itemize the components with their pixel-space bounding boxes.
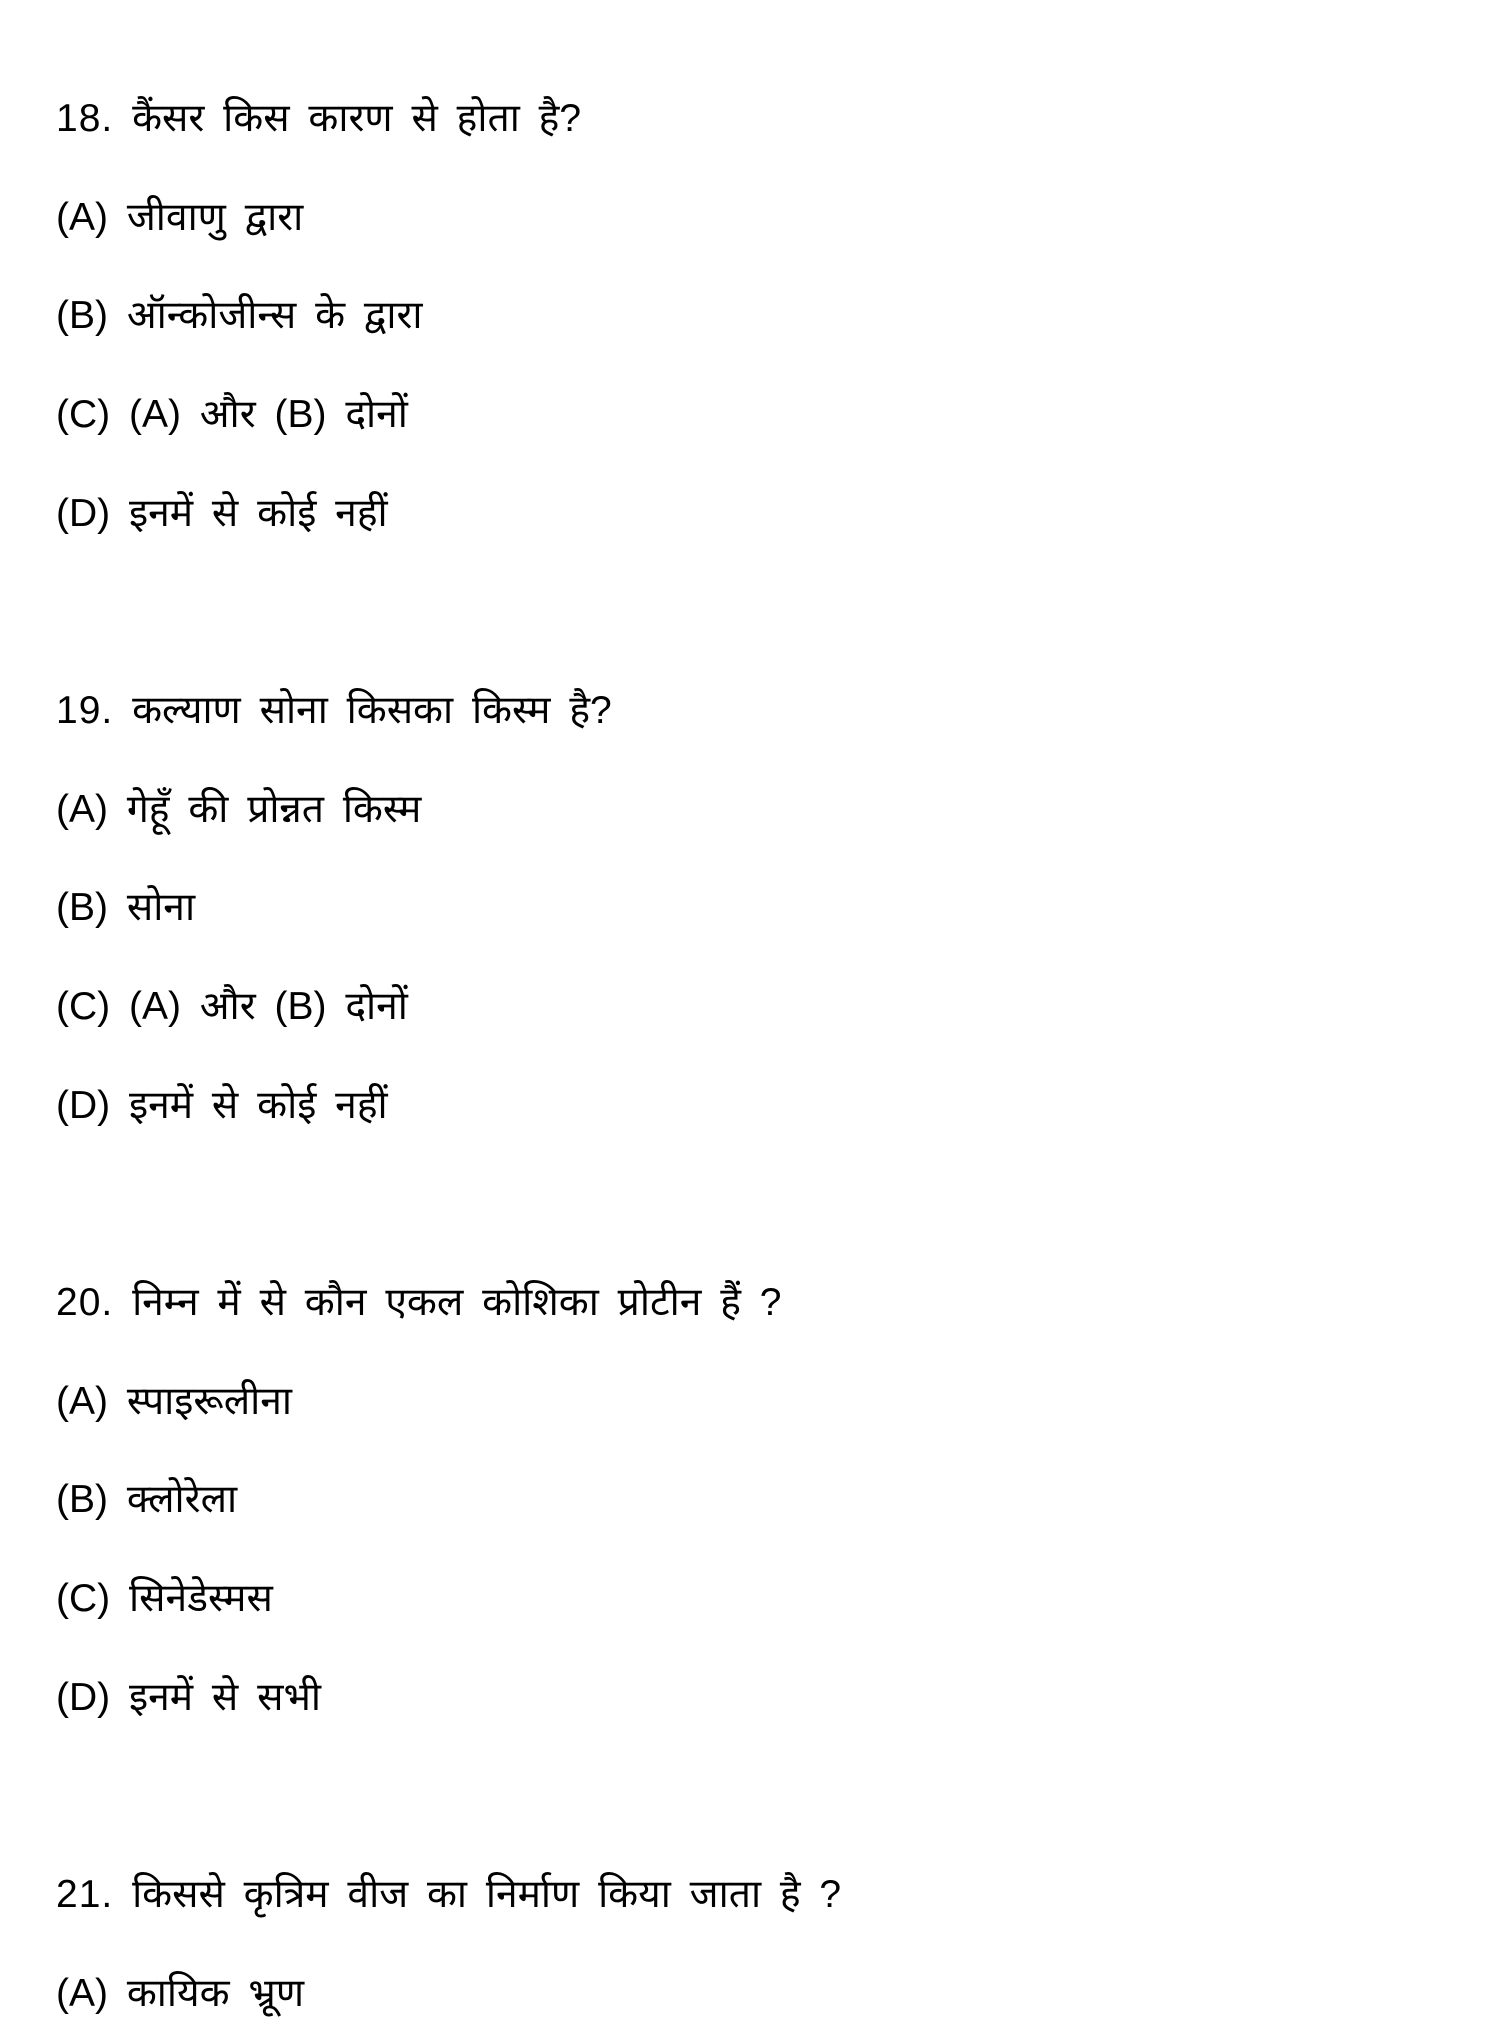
option-text: क्लोरेला — [126, 1478, 238, 1522]
option-a — [56, 169, 1456, 268]
option-d — [56, 1649, 1456, 1748]
option-label: (C) — [56, 393, 111, 437]
question-20 — [56, 1254, 1456, 1747]
option-b — [56, 859, 1456, 958]
option-text: सोना — [126, 886, 196, 930]
option-label: (B) — [56, 886, 108, 930]
option-d — [56, 465, 1456, 564]
question-number: 20. — [56, 1281, 114, 1324]
option-label: (D) — [56, 491, 111, 535]
option-label: (B) — [56, 1478, 108, 1522]
question-text — [56, 662, 1456, 761]
option-text: कायिक भ्रूण — [126, 1971, 305, 2015]
question-prompt: कैंसर किस कारण से होता है? — [132, 97, 582, 140]
option-text: ऑन्कोजीन्स के द्वारा — [126, 294, 423, 338]
option-text: इनमें से कोई नहीं — [128, 491, 388, 535]
question-19 — [56, 662, 1456, 1155]
option-label: (D) — [56, 1083, 111, 1127]
option-label: (A) — [56, 1971, 108, 2015]
question-21 — [56, 1846, 1456, 2043]
option-label: (C) — [56, 1577, 111, 1621]
option-c — [56, 1550, 1456, 1649]
question-prompt: कल्याण सोना किसका किस्म है? — [132, 689, 612, 732]
question-text — [56, 70, 1456, 169]
option-c — [56, 958, 1456, 1057]
option-a — [56, 1945, 1456, 2043]
option-text: सिनेडेस्मस — [128, 1577, 273, 1621]
option-text: इनमें से सभी — [128, 1675, 322, 1719]
question-text — [56, 1846, 1456, 1945]
option-label: (B) — [56, 294, 108, 338]
option-d — [56, 1057, 1456, 1156]
option-label: (A) — [56, 195, 108, 239]
option-label: (C) — [56, 985, 111, 1029]
question-number: 21. — [56, 1873, 114, 1916]
option-text: इनमें से कोई नहीं — [128, 1083, 388, 1127]
option-text: (A) और (B) दोनों — [128, 985, 408, 1029]
question-text — [56, 1254, 1456, 1353]
question-18 — [56, 70, 1456, 563]
option-text: जीवाणु द्वारा — [126, 195, 304, 239]
option-label: (D) — [56, 1675, 111, 1719]
question-prompt: किससे कृत्रिम वीज का निर्माण किया जाता है ? — [132, 1873, 842, 1916]
option-text: स्पाइरूलीना — [126, 1379, 293, 1423]
option-text: गेहूँ की प्रोन्नत किस्म — [126, 787, 422, 831]
option-label: (A) — [56, 1379, 108, 1423]
option-a — [56, 761, 1456, 860]
question-prompt: निम्न में से कौन एकल कोशिका प्रोटीन हैं ? — [132, 1281, 782, 1324]
option-b — [56, 267, 1456, 366]
option-label: (A) — [56, 787, 108, 831]
option-text: (A) और (B) दोनों — [128, 393, 408, 437]
question-number: 19. — [56, 689, 114, 732]
option-c — [56, 366, 1456, 465]
option-b — [56, 1451, 1456, 1550]
option-a — [56, 1353, 1456, 1452]
question-number: 18. — [56, 97, 114, 140]
